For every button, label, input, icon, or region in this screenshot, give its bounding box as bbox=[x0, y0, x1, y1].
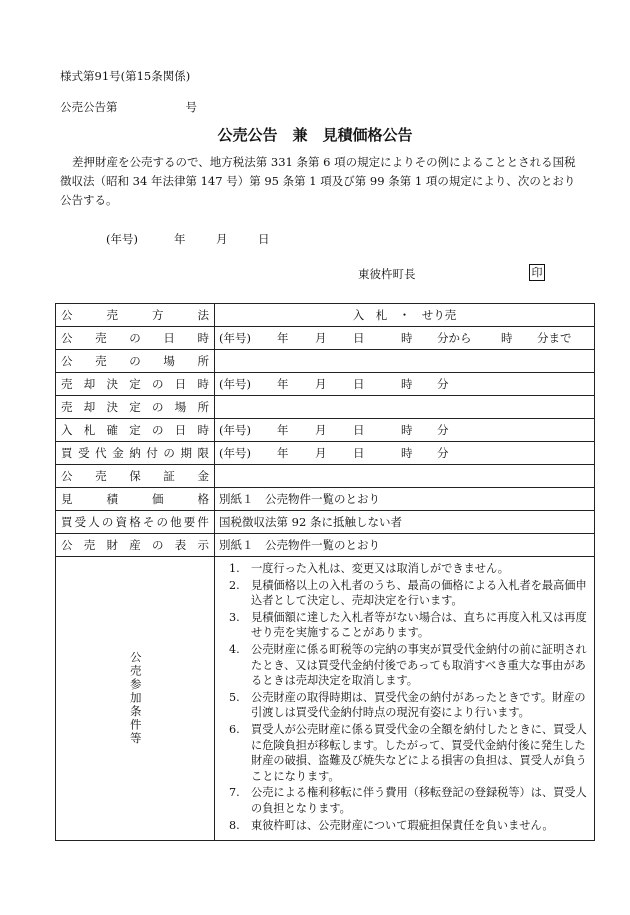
condition-item bbox=[229, 690, 588, 721]
label-bid-date bbox=[56, 419, 215, 442]
table-row bbox=[56, 419, 595, 442]
row-label-text bbox=[61, 445, 209, 461]
label-char: 資 bbox=[115, 515, 128, 529]
label-char: 公 bbox=[61, 354, 73, 368]
payment-deadline-year: 年 bbox=[277, 446, 289, 460]
payment-deadline-month: 月 bbox=[315, 446, 327, 460]
auction-info-table bbox=[55, 303, 595, 841]
label-char: 場 bbox=[163, 354, 175, 368]
row-label-text bbox=[61, 468, 209, 484]
label-decision-date bbox=[56, 373, 215, 396]
label-char: 却 bbox=[83, 377, 96, 391]
label-char: 付 bbox=[146, 446, 158, 460]
row-label-text bbox=[61, 514, 209, 530]
label-char: 見 bbox=[61, 492, 73, 506]
label-char: 公 bbox=[61, 331, 73, 345]
condition-text: 東彼杵町は、公売財産について瑕疵担保責任を負いません。 bbox=[251, 818, 554, 832]
row-label-text bbox=[61, 353, 209, 369]
table-row bbox=[56, 304, 595, 327]
label-char: 日 bbox=[174, 377, 187, 391]
notice-number-suffix: 号 bbox=[185, 100, 197, 114]
value-method: 入 札 ・ せり売 bbox=[215, 304, 595, 327]
label-char: 売 bbox=[95, 331, 107, 345]
bid-date-minute: 分 bbox=[437, 423, 449, 437]
date-month: 月 bbox=[216, 232, 228, 246]
label-char: 積 bbox=[106, 492, 118, 506]
label-char: 売 bbox=[106, 308, 118, 322]
condition-number: 4. bbox=[229, 642, 240, 656]
value-deposit bbox=[215, 465, 595, 488]
label-char: 定 bbox=[129, 400, 141, 414]
condition-number: 7. bbox=[229, 786, 240, 800]
label-char: の bbox=[156, 515, 168, 529]
issuer-name: 東彼杵町長 bbox=[358, 267, 416, 281]
value-qualification: 国税徴収法第 92 条に抵触しない者 bbox=[215, 511, 595, 534]
condition-text: 見積価額に達した入札者等がない場合は、直ちに再度入札又は再度せり売を実施することがあります。 bbox=[251, 610, 587, 640]
label-char: 産 bbox=[129, 538, 141, 552]
sale-date-from: 分から bbox=[437, 331, 472, 345]
label-char: 買 bbox=[61, 446, 73, 460]
label-char: の bbox=[129, 354, 141, 368]
sale-date-era: (年号) bbox=[219, 331, 251, 345]
label-payment-deadline bbox=[56, 442, 215, 465]
sale-date-hour2: 時 bbox=[501, 331, 513, 345]
payment-deadline-day: 日 bbox=[353, 446, 365, 460]
label-char: 時 bbox=[197, 377, 209, 391]
label-sale-place bbox=[56, 350, 215, 373]
label-char: の bbox=[163, 446, 175, 460]
decision-date-year: 年 bbox=[277, 377, 289, 391]
label-char: 入 bbox=[61, 423, 73, 437]
table-row bbox=[56, 327, 595, 350]
payment-deadline-hour: 時 bbox=[401, 446, 413, 460]
date-era: (年号) bbox=[106, 232, 138, 246]
label-char: の bbox=[152, 423, 164, 437]
decision-date-era: (年号) bbox=[219, 377, 251, 391]
table-row bbox=[56, 396, 595, 419]
table-row bbox=[56, 442, 595, 465]
label-char: 決 bbox=[106, 377, 118, 391]
payment-deadline-minute: 分 bbox=[437, 446, 449, 460]
decision-date-minute: 分 bbox=[437, 377, 449, 391]
value-payment-deadline bbox=[215, 442, 595, 465]
label-char: 法 bbox=[197, 308, 209, 322]
value-decision-place bbox=[215, 396, 595, 419]
label-char: 公 bbox=[61, 538, 73, 552]
label-char: 売 bbox=[61, 400, 73, 414]
label-char: の bbox=[152, 538, 164, 552]
label-char: 売 bbox=[61, 377, 73, 391]
conditions-cell bbox=[215, 557, 595, 841]
notice-date bbox=[106, 231, 270, 247]
sale-date-month: 月 bbox=[315, 331, 327, 345]
label-char: 受 bbox=[74, 515, 87, 529]
label-char: 他 bbox=[170, 515, 182, 529]
label-char: 時 bbox=[197, 331, 209, 345]
sale-date-year: 年 bbox=[277, 331, 289, 345]
condition-number: 1. bbox=[229, 562, 240, 575]
value-decision-date bbox=[215, 373, 595, 396]
condition-number: 3. bbox=[229, 610, 240, 624]
label-char: 件 bbox=[197, 515, 209, 529]
label-char: 日 bbox=[163, 331, 175, 345]
conditions-list bbox=[229, 561, 588, 833]
label-char: 却 bbox=[83, 400, 96, 414]
condition-number: 5. bbox=[229, 690, 240, 704]
bid-date-hour: 時 bbox=[401, 423, 413, 437]
label-sale-date bbox=[56, 327, 215, 350]
label-estimate bbox=[56, 488, 215, 511]
bid-date-year: 年 bbox=[277, 423, 289, 437]
condition-item bbox=[229, 561, 588, 577]
row-label-text bbox=[61, 422, 209, 438]
form-number: 様式第91号(第15条関係) bbox=[60, 69, 191, 83]
label-char: 公 bbox=[61, 469, 73, 483]
label-char: 保 bbox=[129, 469, 141, 483]
condition-text: 買受人が公売財産に係る買受代金の全額を納付したときに、買受人に危険負担が移転します。したがって、買受代金納付後に発生した財産の破損、盗難及び焼失などによる損害の負担は、買受人が負うことになります。 bbox=[251, 722, 587, 783]
bid-date-day: 日 bbox=[353, 423, 365, 437]
payment-deadline-era: (年号) bbox=[219, 446, 251, 460]
table-row bbox=[56, 373, 595, 396]
condition-number: 6. bbox=[229, 722, 240, 736]
sale-date-day: 日 bbox=[353, 331, 365, 345]
value-bid-date bbox=[215, 419, 595, 442]
sale-date-hour: 時 bbox=[401, 331, 413, 345]
date-day: 日 bbox=[258, 232, 270, 246]
label-char: の bbox=[129, 331, 141, 345]
label-char: 定 bbox=[129, 377, 141, 391]
condition-item bbox=[229, 578, 588, 609]
label-char: の bbox=[152, 400, 164, 414]
label-char: 札 bbox=[83, 423, 96, 437]
label-char: 決 bbox=[106, 400, 118, 414]
label-char: 売 bbox=[95, 354, 107, 368]
condition-number: 2. bbox=[229, 578, 240, 592]
label-char: 示 bbox=[197, 538, 209, 552]
label-property bbox=[56, 534, 215, 557]
conditions-label: 公売参加条件等 bbox=[128, 651, 143, 746]
notice-number bbox=[60, 99, 197, 115]
table-row-conditions bbox=[56, 557, 595, 841]
label-char: 要 bbox=[183, 515, 196, 529]
condition-text: 公売財産の取得時期は、買受代金の納付があったときです。財産の引渡しは買受代金納付時点の現況有姿により行います。 bbox=[251, 690, 586, 720]
seal-box: 印 bbox=[529, 264, 545, 281]
condition-item bbox=[229, 642, 588, 689]
row-label-text bbox=[61, 399, 209, 415]
label-char: 価 bbox=[152, 492, 164, 506]
condition-text: 公売による権利移転に伴う費用（移転登記の登録税等）は、買受人の負担となります。 bbox=[251, 786, 587, 815]
label-char: 金 bbox=[112, 446, 124, 460]
table-row bbox=[56, 488, 595, 511]
label-char: 売 bbox=[83, 538, 96, 552]
label-deposit bbox=[56, 465, 215, 488]
condition-item bbox=[229, 722, 588, 784]
row-label-text bbox=[61, 537, 209, 553]
notice-number-prefix: 公売公告第 bbox=[60, 100, 118, 114]
label-char: 所 bbox=[197, 400, 209, 414]
label-char: 証 bbox=[163, 469, 175, 483]
label-char: 受 bbox=[78, 446, 90, 460]
label-conditions bbox=[56, 557, 215, 841]
label-char: 格 bbox=[197, 492, 209, 506]
label-char: 格 bbox=[129, 515, 141, 529]
decision-date-month: 月 bbox=[315, 377, 327, 391]
label-char: 限 bbox=[197, 446, 209, 460]
condition-item bbox=[229, 785, 588, 816]
condition-text: 見積価格以上の入札者のうち、最高の価格による入札者を最高価申込者として決定し、売却決定を行います。 bbox=[251, 578, 587, 608]
value-property: 別紙１ 公売物件一覧のとおり bbox=[215, 534, 595, 557]
condition-text: 一度行った入札は、変更又は取消しができません。 bbox=[251, 562, 509, 575]
label-char: 公 bbox=[61, 308, 73, 322]
label-char: の bbox=[152, 377, 164, 391]
label-char: 日 bbox=[174, 423, 187, 437]
label-decision-place bbox=[56, 396, 215, 419]
row-label-text bbox=[61, 330, 209, 346]
label-char: 買 bbox=[61, 515, 73, 529]
label-char: 表 bbox=[174, 538, 187, 552]
label-char: 金 bbox=[197, 469, 209, 483]
table-row bbox=[56, 465, 595, 488]
table-row bbox=[56, 534, 595, 557]
value-estimate: 別紙１ 公売物件一覧のとおり bbox=[215, 488, 595, 511]
date-year: 年 bbox=[174, 232, 186, 246]
decision-date-day: 日 bbox=[353, 377, 365, 391]
label-char: 人 bbox=[88, 515, 100, 529]
row-label-text bbox=[61, 307, 209, 323]
row-label-text bbox=[61, 491, 209, 507]
decision-date-hour: 時 bbox=[401, 377, 413, 391]
bid-date-era: (年号) bbox=[219, 423, 251, 437]
label-char: 所 bbox=[197, 354, 209, 368]
bid-date-month: 月 bbox=[315, 423, 327, 437]
label-char: 財 bbox=[106, 538, 118, 552]
label-char: 代 bbox=[95, 446, 107, 460]
value-sale-place bbox=[215, 350, 595, 373]
row-label-text bbox=[61, 376, 209, 392]
page-title: 公売公告 兼 見積価格公告 bbox=[217, 126, 413, 144]
label-char: 方 bbox=[152, 308, 164, 322]
condition-text: 公売財産に係る町税等の完納の事実が買受代金納付の前に証明されたとき、又は買受代金納付後であっても取消すべき重大な事由があるときは売却決定を取消します。 bbox=[251, 642, 587, 688]
intro-paragraph: 差押財産を公売するので、地方税法第 331 条第 6 項の規定によりその例によることとされる国税徴収法（昭和 34 年法律第 147 号）第 95 条第 1 項及び第 99 条第 1 項の規定により、次のとおり公告する。 bbox=[60, 155, 576, 207]
table-row bbox=[56, 511, 595, 534]
table-row bbox=[56, 350, 595, 373]
label-char: 売 bbox=[95, 469, 107, 483]
value-sale-date bbox=[215, 327, 595, 350]
label-char: 場 bbox=[174, 400, 187, 414]
label-char: 確 bbox=[106, 423, 118, 437]
label-char: そ bbox=[142, 515, 155, 529]
label-char: 定 bbox=[129, 423, 141, 437]
label-method bbox=[56, 304, 215, 327]
sale-date-until: 分まで bbox=[537, 331, 572, 345]
condition-item bbox=[229, 610, 588, 641]
label-char: 期 bbox=[180, 446, 192, 460]
condition-item bbox=[229, 818, 588, 834]
condition-number: 8. bbox=[229, 818, 240, 832]
label-char: の bbox=[101, 515, 114, 529]
label-char: 納 bbox=[129, 446, 141, 460]
label-qualification bbox=[56, 511, 215, 534]
label-char: 時 bbox=[197, 423, 209, 437]
